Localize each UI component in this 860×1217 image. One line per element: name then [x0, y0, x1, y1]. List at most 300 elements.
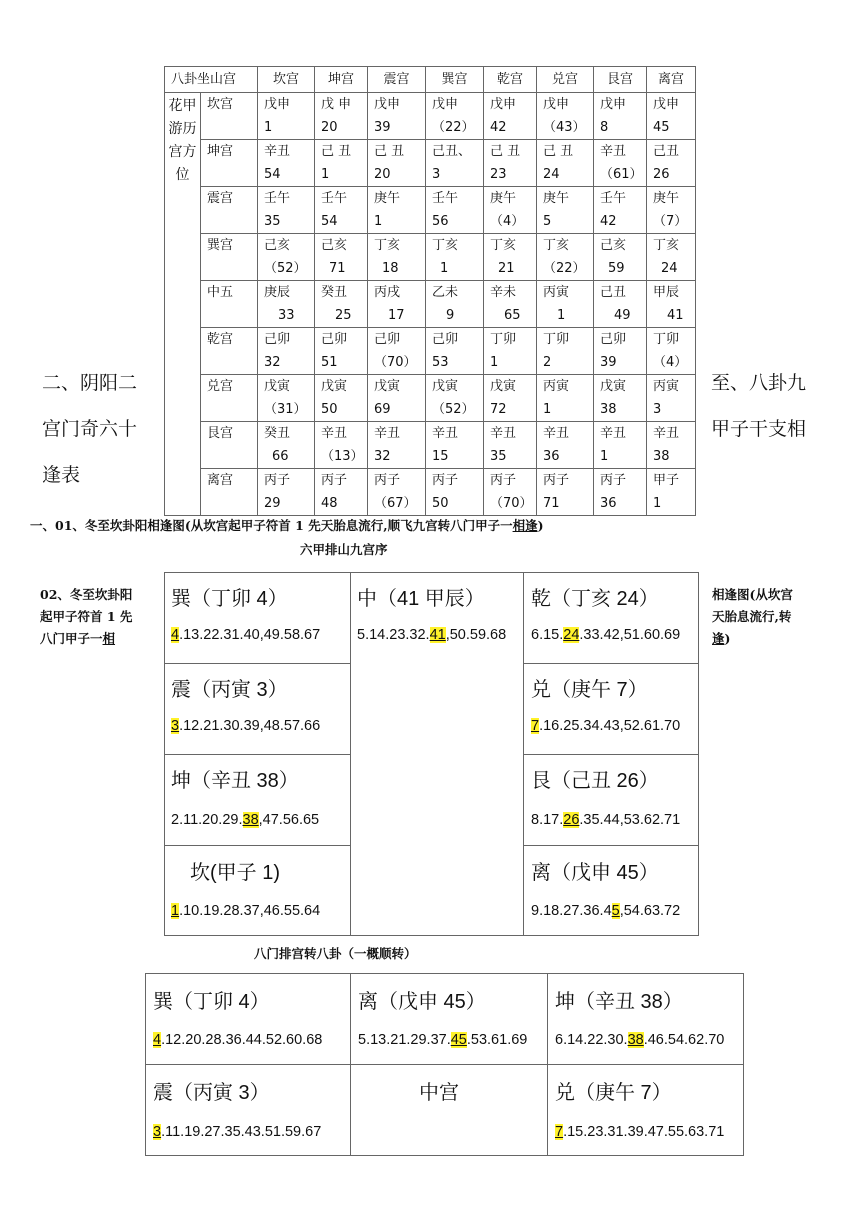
cell-number: （70） [374, 355, 417, 370]
cell-ganzhi: 戊寅 [321, 379, 348, 394]
cell-ganzhi: 丙子 [600, 473, 627, 488]
highlight-number: 4 [171, 627, 180, 643]
cell-ganzhi: 己卯 [374, 332, 401, 347]
table-cell [647, 187, 696, 234]
cell-ganzhi: 辛丑 [543, 426, 570, 441]
palace-kun-sequence [171, 812, 319, 828]
table-cell [537, 328, 594, 375]
right-title-line: 至、八卦九 [711, 372, 807, 394]
sequence-text: .11.19.27.35.43.51.59.67 [161, 1124, 322, 1140]
table-cell [258, 140, 315, 187]
table-row [165, 422, 696, 469]
cell-ganzhi: 庚午 [653, 191, 680, 206]
cell-number: 1 [557, 308, 566, 323]
row-label: 兑宫 [201, 375, 258, 422]
gate-kun-title: 坤（辛丑 38） [555, 991, 683, 1013]
cell-ganzhi: 壬午 [321, 191, 348, 206]
cell-number: 1 [440, 261, 449, 276]
cell-ganzhi: 丙戌 [374, 285, 401, 300]
table-cell [537, 469, 594, 516]
cell-number: 56 [432, 214, 449, 229]
cell-ganzhi: 丙子 [432, 473, 459, 488]
cell-number: 1 [600, 449, 609, 464]
table-cell [484, 422, 537, 469]
gate-zhen-title: 震（丙寅 3） [153, 1082, 270, 1104]
row-label: 坎宫 [201, 93, 258, 140]
left-title-line: 逢表 [42, 464, 81, 486]
cell-ganzhi: 乙未 [432, 285, 459, 300]
cell-number: 50 [321, 402, 338, 417]
row-label: 坤宫 [201, 140, 258, 187]
table-cell [594, 375, 647, 422]
right-title [711, 360, 806, 452]
table-cell [647, 140, 696, 187]
highlight-number: 7 [555, 1124, 564, 1140]
cell-ganzhi: 辛丑 [432, 426, 459, 441]
cell-number: （67） [374, 496, 417, 511]
note-left-underlined: 相 [102, 631, 116, 646]
highlight-number: 7 [531, 718, 540, 734]
cell-number: 53 [432, 355, 449, 370]
cell-number: 5 [543, 214, 552, 229]
subtitle-2: 八门排宫转八卦（一概顺转） [254, 946, 417, 961]
cell-ganzhi: 甲辰 [653, 285, 680, 300]
cell-ganzhi: 壬午 [600, 191, 627, 206]
table-cell [484, 469, 537, 516]
row-label: 中五 [201, 281, 258, 328]
cell-number: 38 [600, 402, 617, 417]
column-header: 离宫 [647, 67, 696, 93]
gate-xun-sequence [153, 1032, 322, 1048]
cell-number: 20 [374, 167, 391, 182]
cell-ganzhi: 庚午 [543, 191, 570, 206]
cell-number: 41 [667, 308, 684, 323]
table-cell [315, 187, 368, 234]
column-header: 坤宫 [315, 67, 368, 93]
table-cell [426, 375, 484, 422]
cell-number: 36 [600, 496, 617, 511]
cell-number: 1 [264, 120, 273, 135]
highlight-number: 3 [171, 718, 180, 734]
table-cell [647, 422, 696, 469]
table-cell [258, 93, 315, 140]
table-row [165, 281, 696, 328]
cell-number: 1 [653, 496, 662, 511]
cell-number: 32 [264, 355, 281, 370]
left-title-line: 宫门奇六十 [42, 418, 138, 440]
cell-number: 3 [432, 167, 441, 182]
palace-xun-title: 巽（丁卯 4） [171, 588, 288, 610]
cell-ganzhi: 甲子 [653, 473, 680, 488]
cell-ganzhi: 丁卯 [653, 332, 680, 347]
left-title-line: 二、阴阳二 [42, 372, 138, 394]
table-cell [647, 234, 696, 281]
cell-number: （4） [490, 214, 525, 229]
table-row [165, 375, 696, 422]
table-row [165, 93, 696, 140]
sequence-text: .53.61.69 [466, 1032, 528, 1048]
table-cell [647, 281, 696, 328]
table-cell [258, 328, 315, 375]
cell-number: 54 [264, 167, 281, 182]
note-right-end: ) [724, 631, 731, 646]
table-cell [315, 328, 368, 375]
table-cell [537, 234, 594, 281]
palace-li-title: 离（戊申 45） [531, 862, 659, 884]
cell-ganzhi: 戊申 [264, 97, 291, 112]
cell-ganzhi: 壬午 [432, 191, 459, 206]
table-cell [537, 281, 594, 328]
palace-qian-title: 乾（丁亥 24） [531, 588, 659, 610]
cell-number: 2 [543, 355, 552, 370]
cell-ganzhi: 己 丑 [490, 144, 521, 159]
cell-ganzhi: 庚午 [490, 191, 517, 206]
sequence-text: .46.54.62.70 [643, 1032, 725, 1048]
cell-ganzhi: 丙寅 [653, 379, 680, 394]
row-label: 巽宫 [201, 234, 258, 281]
highlight-number: 24 [563, 627, 580, 643]
cell-ganzhi: 戊申 [374, 97, 401, 112]
table-cell [368, 375, 426, 422]
cell-number: 26 [653, 167, 670, 182]
cell-number: 71 [543, 496, 560, 511]
cell-ganzhi: 己丑 [600, 285, 627, 300]
cell-ganzhi: 庚辰 [264, 285, 291, 300]
table-cell [315, 93, 368, 140]
palace-zhong-sequence [357, 627, 506, 643]
table-cell [594, 93, 647, 140]
sequence-text: 6.14.22.30. [555, 1032, 628, 1048]
table-cell [368, 469, 426, 516]
table-cell [368, 281, 426, 328]
cell-ganzhi: 己丑、 [432, 144, 472, 159]
sequence-text: 2.11.20.29. [171, 812, 243, 828]
table-cell [594, 328, 647, 375]
table-row [165, 140, 696, 187]
palace-zhen-title: 震（丙寅 3） [171, 679, 288, 701]
sequence-text: .12.21.30.39,48.57.66 [179, 718, 321, 734]
cell-number: 49 [614, 308, 631, 323]
highlight-number: 26 [563, 812, 580, 828]
column-header: 乾宫 [484, 67, 537, 93]
line1-underlined: 相逢 [512, 518, 538, 533]
cell-ganzhi: 戊申 [653, 97, 680, 112]
cell-number: 24 [543, 167, 560, 182]
cell-number: 32 [374, 449, 391, 464]
cell-ganzhi: 丁亥 [490, 238, 517, 253]
note-left-line: 02、冬至坎卦阳 [40, 587, 133, 602]
table-cell [368, 422, 426, 469]
cell-number: 45 [653, 120, 670, 135]
palace-kun-title: 坤（辛丑 38） [171, 770, 299, 792]
cell-ganzhi: 辛丑 [600, 426, 627, 441]
sequence-text: 8.17. [531, 812, 564, 828]
highlight-number: 45 [450, 1032, 467, 1048]
table-cell [258, 234, 315, 281]
note-right-underlined: 逢 [712, 631, 725, 646]
cell-ganzhi: 丁亥 [653, 238, 680, 253]
palace-gen-sequence [531, 812, 680, 828]
note-right-line: 相逢图(从坎宫 [712, 587, 793, 602]
table-cell [484, 375, 537, 422]
table-cell [537, 375, 594, 422]
gate-dui-title: 兑（庚午 7） [555, 1082, 672, 1104]
cell-ganzhi: 辛丑 [374, 426, 401, 441]
cell-number: 1 [543, 402, 552, 417]
highlight-number: 4 [153, 1032, 162, 1048]
cell-number: 20 [321, 120, 338, 135]
table-cell [484, 234, 537, 281]
cell-number: 1 [374, 214, 383, 229]
cell-ganzhi: 丁亥 [543, 238, 570, 253]
palace-zhen-sequence [171, 718, 320, 734]
table-cell [426, 140, 484, 187]
cell-number: 35 [264, 214, 281, 229]
sequence-text: .12.20.28.36.44.52.60.68 [161, 1032, 323, 1048]
table-cell [258, 281, 315, 328]
cell-number: 8 [600, 120, 609, 135]
cell-number: （4） [653, 355, 688, 370]
table-cell [594, 422, 647, 469]
table-cell [537, 140, 594, 187]
cell-number: 21 [498, 261, 515, 276]
cell-number: 29 [264, 496, 281, 511]
highlight-number: 1 [171, 903, 180, 919]
table-cell [426, 328, 484, 375]
table-cell [315, 281, 368, 328]
table-cell [537, 93, 594, 140]
cell-ganzhi: 己卯 [321, 332, 348, 347]
table-cell [484, 328, 537, 375]
note-left-line: 八门甲子一 [40, 631, 103, 646]
cell-ganzhi: 丙寅 [543, 379, 570, 394]
cell-ganzhi: 戊寅 [264, 379, 291, 394]
sequence-text: .13.22.31.40,49.58.67 [179, 627, 321, 643]
table-row [165, 187, 696, 234]
table-cell [537, 422, 594, 469]
cell-number: 66 [272, 449, 289, 464]
cell-number: （52） [432, 402, 475, 417]
sequence-text: .10.19.28.37,46.55.64 [179, 903, 321, 919]
sequence-text: .33.42,51.60.69 [579, 627, 681, 643]
table-cell [594, 469, 647, 516]
table-cell [484, 187, 537, 234]
cell-ganzhi: 辛未 [490, 285, 517, 300]
cell-number: 38 [653, 449, 670, 464]
column-header: 坎宫 [258, 67, 315, 93]
column-header: 艮宫 [594, 67, 647, 93]
cell-ganzhi: 庚午 [374, 191, 401, 206]
cell-ganzhi: 戊申 [432, 97, 459, 112]
cell-number: 15 [432, 449, 449, 464]
cell-number: （22） [543, 261, 586, 276]
note-left-line: 起甲子符首 1 先 [40, 609, 133, 624]
table-cell [258, 187, 315, 234]
gate-center-title: 中宫 [419, 1082, 459, 1104]
column-header: 震宫 [368, 67, 426, 93]
cell-number: 35 [490, 449, 507, 464]
sequence-text: 5.13.21.29.37. [358, 1032, 451, 1048]
cell-number: 23 [490, 167, 507, 182]
cell-number: 42 [600, 214, 617, 229]
table-cell [594, 234, 647, 281]
table-cell [426, 469, 484, 516]
cell-number: （43） [543, 120, 586, 135]
cell-number: （61） [600, 167, 643, 182]
palace-qian-sequence [531, 627, 680, 643]
cell-ganzhi: 癸丑 [264, 426, 291, 441]
palace-dui-sequence [531, 718, 680, 734]
cell-ganzhi: 戊 申 [321, 97, 352, 112]
table-cell [368, 140, 426, 187]
cell-ganzhi: 癸丑 [321, 285, 348, 300]
table-cell [315, 234, 368, 281]
palace-gen-title: 艮（己丑 26） [531, 770, 659, 792]
table-cell [315, 375, 368, 422]
highlight-number: 41 [429, 627, 446, 643]
table-cell [647, 328, 696, 375]
palace-kan-sequence [171, 903, 320, 919]
column-header: 巽宫 [426, 67, 484, 93]
line1-text: 一、01、冬至坎卦阳相逢图(从坎宫起甲子符首 1 先天胎息流行,顺飞九宫转八门甲子一 [30, 518, 513, 533]
note-left [40, 584, 132, 650]
row-label: 乾宫 [201, 328, 258, 375]
cell-ganzhi: 己卯 [432, 332, 459, 347]
cell-ganzhi: 己亥 [321, 238, 348, 253]
cell-number: （70） [490, 496, 533, 511]
gate-dui-sequence [555, 1124, 724, 1140]
sequence-text: ,50.59.68 [445, 627, 507, 643]
table-cell [484, 281, 537, 328]
table-cell [647, 93, 696, 140]
cell-number: 33 [278, 308, 295, 323]
cell-ganzhi: 己卯 [600, 332, 627, 347]
cell-ganzhi: 辛丑 [600, 144, 627, 159]
cell-ganzhi: 戊申 [490, 97, 517, 112]
sequence-text: ,54.63.72 [619, 903, 681, 919]
table-cell [368, 328, 426, 375]
cell-ganzhi: 丙子 [374, 473, 401, 488]
row-label: 艮宫 [201, 422, 258, 469]
row-label: 离宫 [201, 469, 258, 516]
cell-number: （31） [264, 402, 307, 417]
highlight-number: 3 [153, 1124, 162, 1140]
highlight-number: 38 [627, 1032, 644, 1048]
gate-li-title: 离（戊申 45） [358, 991, 486, 1013]
table-cell [426, 234, 484, 281]
cell-ganzhi: 己 丑 [321, 144, 352, 159]
palace-dui-title: 兑（庚午 7） [531, 679, 648, 701]
table-cell [426, 187, 484, 234]
cell-ganzhi: 丁卯 [543, 332, 570, 347]
palace-kan-title: 坎(甲子 1) [190, 862, 280, 884]
cell-number: 1 [490, 355, 499, 370]
cell-ganzhi: 丙子 [490, 473, 517, 488]
gate-kun-sequence [555, 1032, 724, 1048]
cell-ganzhi: 辛丑 [321, 426, 348, 441]
cell-number: （22） [432, 120, 475, 135]
row-label: 震宫 [201, 187, 258, 234]
cell-number: 39 [600, 355, 617, 370]
palace-xun-sequence [171, 627, 320, 643]
table-cell [258, 469, 315, 516]
cell-ganzhi: 戊申 [600, 97, 627, 112]
cell-number: 42 [490, 120, 507, 135]
cell-ganzhi: 己亥 [600, 238, 627, 253]
line1-suffix: ) [537, 518, 544, 533]
gate-xun-title: 巽（丁卯 4） [153, 991, 270, 1013]
sequence-text: .15.23.31.39.47.55.63.71 [563, 1124, 725, 1140]
note-right [712, 584, 793, 650]
table-cell [258, 375, 315, 422]
cell-number: 48 [321, 496, 338, 511]
cell-ganzhi: 壬午 [264, 191, 291, 206]
cell-ganzhi: 戊寅 [432, 379, 459, 394]
gua-table [164, 66, 696, 516]
subtitle-1: 六甲排山九宫序 [300, 542, 388, 557]
cell-number: 1 [321, 167, 330, 182]
table-cell [315, 140, 368, 187]
cell-number: 24 [661, 261, 678, 276]
table-cell [368, 187, 426, 234]
cell-number: 17 [388, 308, 405, 323]
table-cell [647, 469, 696, 516]
cell-ganzhi: 丙寅 [543, 285, 570, 300]
cell-ganzhi: 己卯 [264, 332, 291, 347]
cell-number: 71 [329, 261, 346, 276]
highlight-number: 5 [611, 903, 620, 919]
table-row [165, 234, 696, 281]
cell-ganzhi: 己亥 [264, 238, 291, 253]
table-cell [594, 281, 647, 328]
table-cell [426, 281, 484, 328]
sequence-text: .35.44,53.62.71 [579, 812, 681, 828]
cell-ganzhi: 丁亥 [374, 238, 401, 253]
cell-number: 65 [504, 308, 521, 323]
sequence-text: 5.14.23.32. [357, 627, 430, 643]
table-cell [426, 422, 484, 469]
cell-ganzhi: 丙子 [264, 473, 291, 488]
cell-number: 54 [321, 214, 338, 229]
cell-number: 9 [446, 308, 455, 323]
cell-number: 72 [490, 402, 507, 417]
cell-ganzhi: 丁亥 [432, 238, 459, 253]
cell-number: 50 [432, 496, 449, 511]
sequence-text: .16.25.34.43,52.61.70 [539, 718, 681, 734]
cell-ganzhi: 辛丑 [653, 426, 680, 441]
left-title [42, 360, 137, 498]
palace-zhong-title: 中（41 甲辰） [357, 588, 485, 610]
sequence-text: ,47.56.65 [258, 812, 320, 828]
note-right-line: 天胎息流行,转 [712, 609, 792, 624]
cell-ganzhi: 戊申 [543, 97, 570, 112]
palace-li-sequence [531, 903, 680, 919]
cell-number: 36 [543, 449, 560, 464]
table-cell [594, 140, 647, 187]
table-cell [368, 234, 426, 281]
right-title-line: 甲子干支相 [711, 418, 807, 440]
cell-ganzhi: 戊寅 [490, 379, 517, 394]
table-cell [368, 93, 426, 140]
cell-ganzhi: 辛丑 [264, 144, 291, 159]
gate-li-sequence [358, 1032, 527, 1048]
table-cell [315, 422, 368, 469]
table-cell [537, 187, 594, 234]
cell-ganzhi: 己丑 [653, 144, 680, 159]
cell-number: 59 [608, 261, 625, 276]
sequence-text: 6.15. [531, 627, 564, 643]
section-line-1 [30, 516, 544, 534]
